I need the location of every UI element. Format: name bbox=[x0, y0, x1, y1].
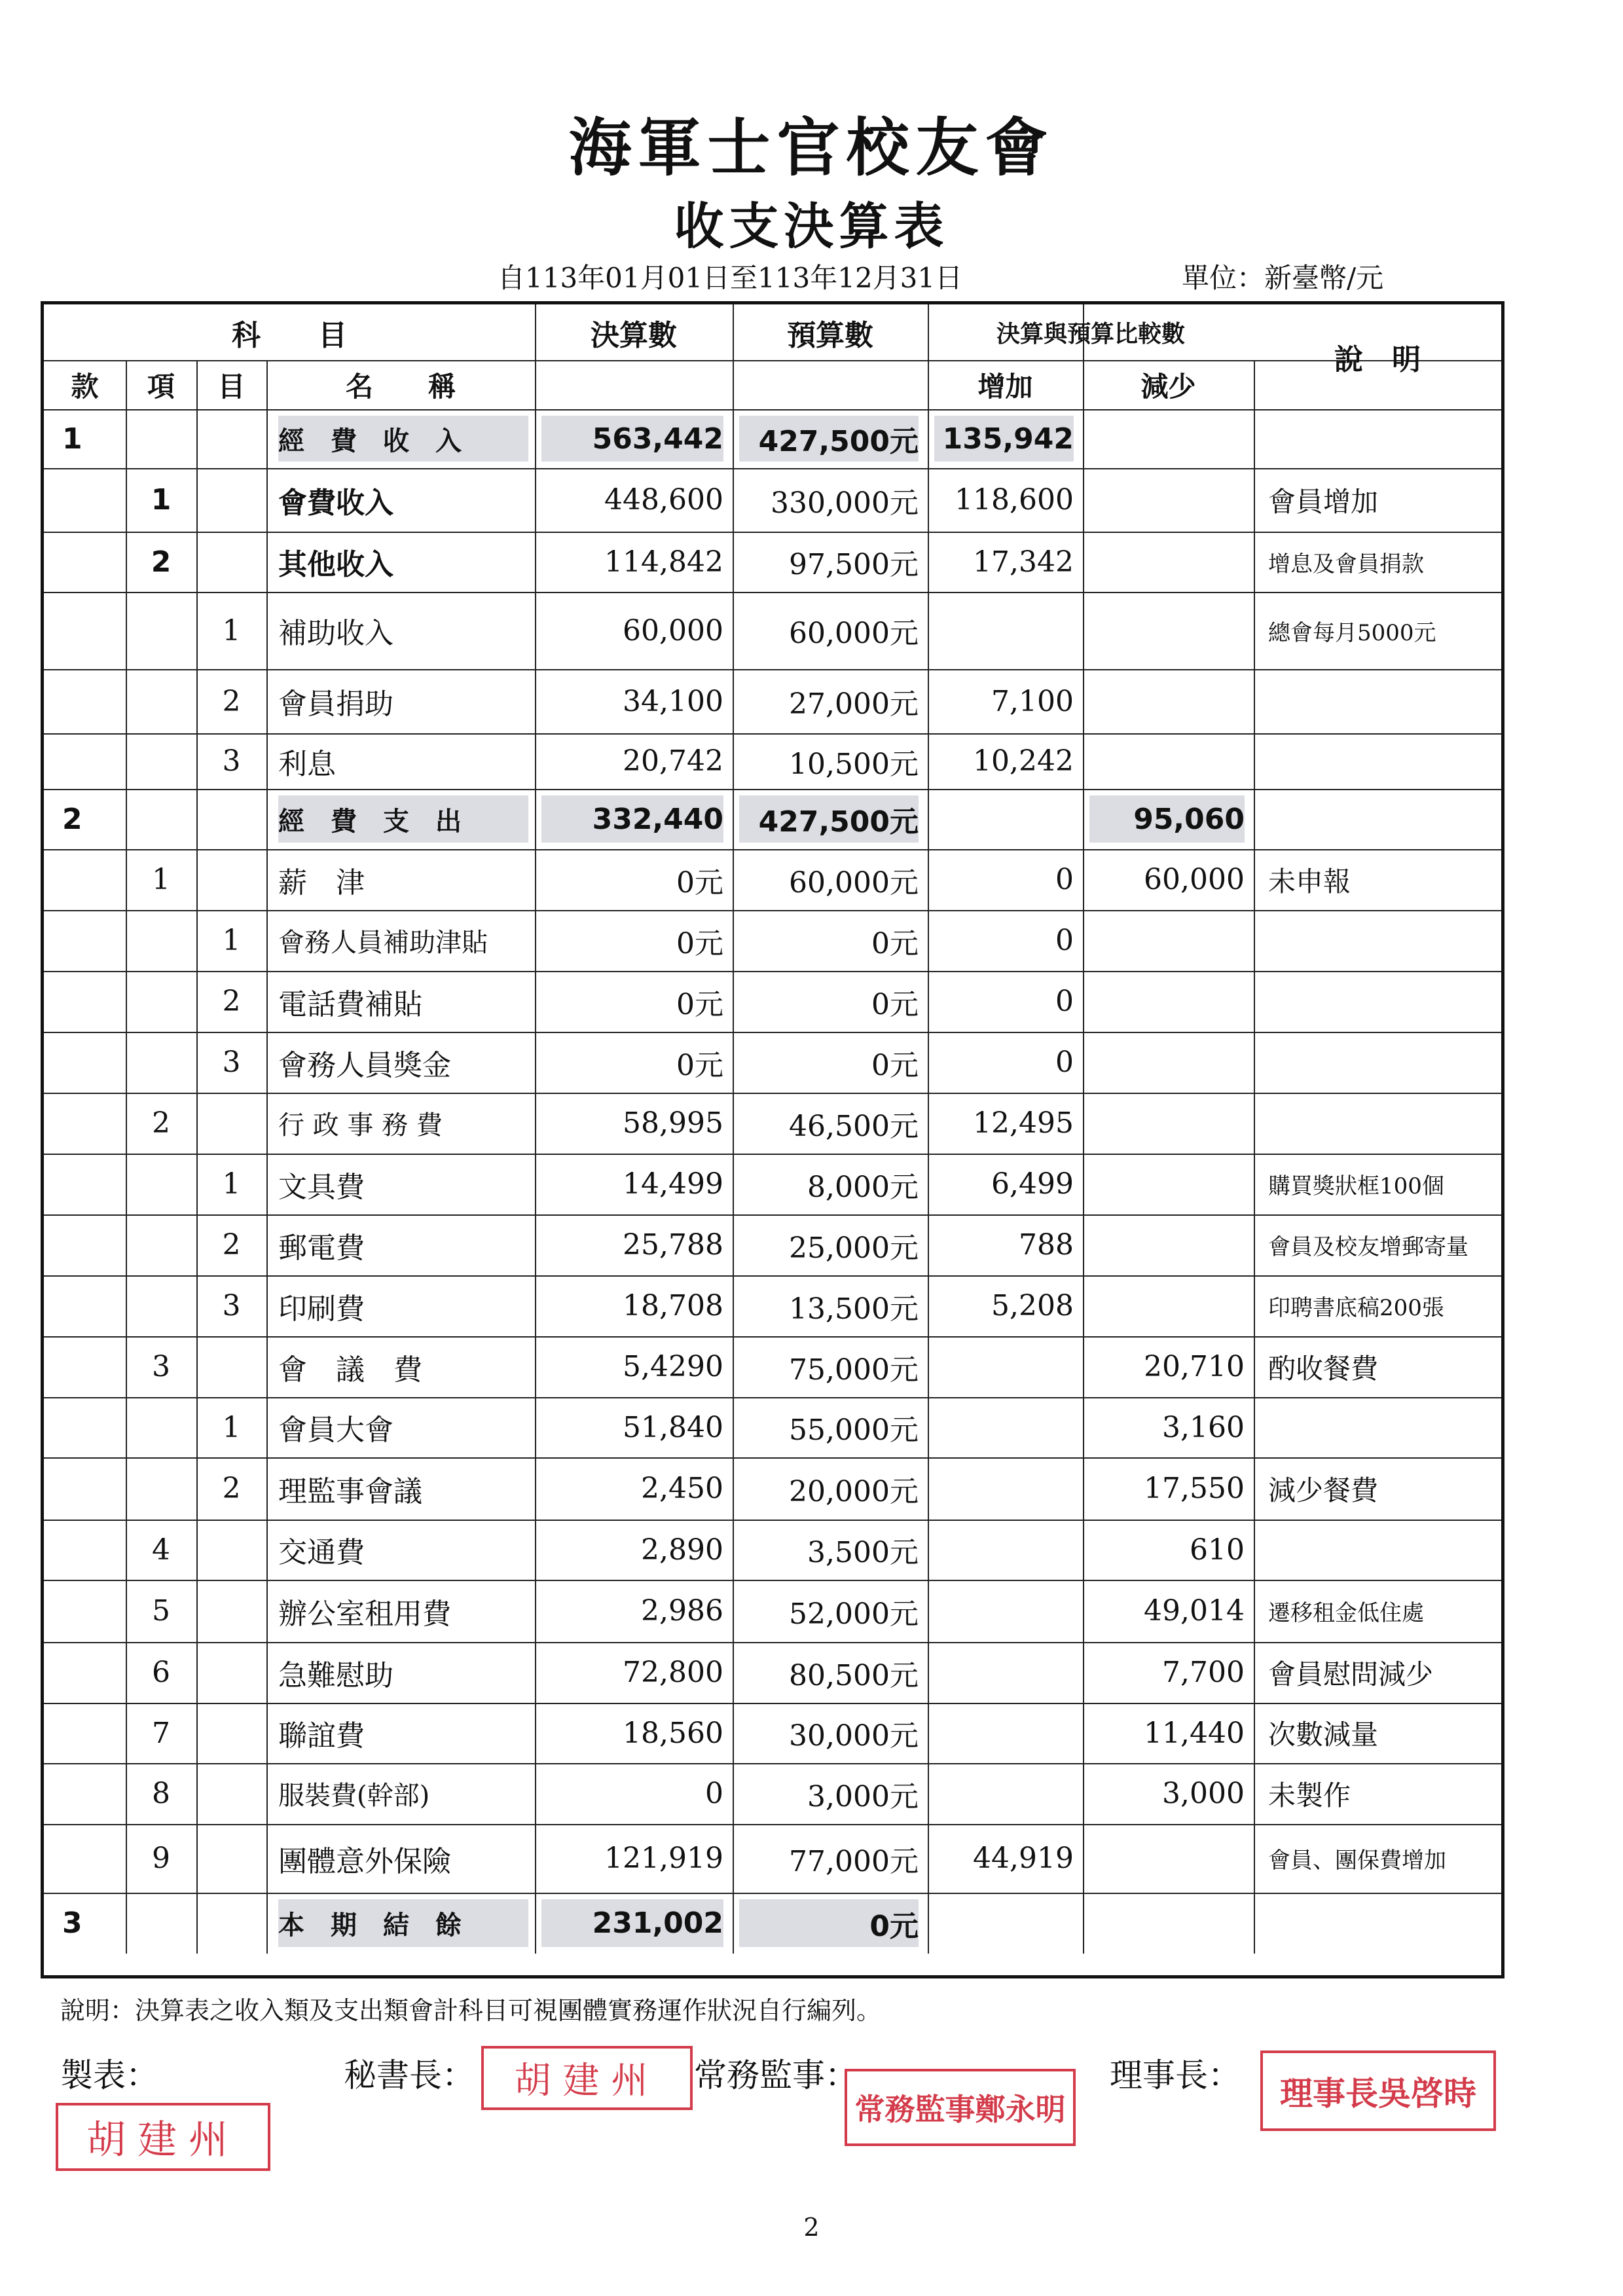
decrease-cell bbox=[1089, 1032, 1245, 1093]
budget-cell: 0元 bbox=[739, 1899, 919, 1947]
decrease-cell: 49,014 bbox=[1144, 1594, 1245, 1628]
name-cell: 服裝費(幹部) bbox=[278, 1781, 430, 1811]
budget-cell: 330,000元 bbox=[771, 486, 919, 520]
budget-cell: 97,500元 bbox=[789, 548, 919, 581]
increase-cell: 7,100 bbox=[991, 684, 1074, 718]
mu-cell bbox=[196, 1580, 266, 1642]
actual-cell: 34,100 bbox=[623, 684, 723, 718]
name-cell: 其他收入 bbox=[278, 548, 393, 581]
increase-cell bbox=[934, 1397, 1074, 1457]
description-cell bbox=[1268, 409, 1495, 468]
name-cell: 會務人員補助津貼 bbox=[278, 928, 488, 958]
actual-cell: 0 bbox=[705, 1777, 723, 1810]
description-cell: 未申報 bbox=[1268, 865, 1351, 898]
actual-cell: 51,840 bbox=[623, 1410, 723, 1444]
mu-cell bbox=[196, 1703, 266, 1763]
mu-cell: 1 bbox=[222, 613, 241, 647]
decrease-cell bbox=[1089, 1893, 1245, 1954]
increase-cell: 788 bbox=[1019, 1228, 1074, 1262]
actual-cell: 2,890 bbox=[641, 1533, 723, 1567]
description-cell bbox=[1268, 1893, 1495, 1954]
name-cell: 行 政 事 務 費 bbox=[278, 1110, 443, 1140]
description-cell: 未製作 bbox=[1268, 1779, 1351, 1812]
increase-cell bbox=[934, 789, 1074, 849]
increase-cell bbox=[934, 1703, 1074, 1763]
mu-cell bbox=[196, 1336, 266, 1397]
budget-cell: 77,000元 bbox=[789, 1844, 919, 1878]
column-divider bbox=[733, 304, 734, 1954]
decrease-cell bbox=[1089, 468, 1245, 532]
mu-cell: 1 bbox=[222, 1410, 241, 1444]
mu-cell bbox=[196, 409, 266, 468]
actual-cell: 18,560 bbox=[623, 1716, 723, 1750]
name-cell: 聯誼費 bbox=[278, 1719, 365, 1753]
name-cell: 文具費 bbox=[278, 1170, 365, 1204]
xiang-cell bbox=[126, 971, 196, 1032]
budget-cell: 427,500元 bbox=[739, 416, 919, 462]
description-cell: 會員增加 bbox=[1268, 485, 1379, 518]
page-number: 2 bbox=[803, 2213, 820, 2242]
decrease-cell: 20,710 bbox=[1144, 1350, 1245, 1383]
description-cell bbox=[1268, 1520, 1495, 1580]
increase-cell: 5,208 bbox=[991, 1289, 1074, 1322]
report-title: 收支決算表 bbox=[674, 197, 949, 255]
description-cell bbox=[1268, 1032, 1495, 1093]
increase-cell bbox=[934, 592, 1074, 669]
xiang-cell bbox=[126, 1397, 196, 1457]
xiang-cell: 2 bbox=[151, 545, 172, 579]
name-cell: 理監事會議 bbox=[278, 1474, 422, 1508]
decrease-cell: 60,000 bbox=[1144, 863, 1245, 896]
name-cell: 經 費 支 出 bbox=[278, 795, 528, 843]
mu-cell bbox=[196, 1893, 266, 1954]
budget-cell: 46,500元 bbox=[789, 1109, 919, 1143]
column-divider bbox=[535, 304, 536, 1954]
header-description: 說 明 bbox=[1334, 343, 1421, 376]
name-cell: 會員捐助 bbox=[278, 687, 393, 721]
description-cell: 減少餐費 bbox=[1268, 1474, 1379, 1506]
report-period: 自113年01月01日至113年12月31日 bbox=[498, 262, 963, 294]
name-cell: 印刷費 bbox=[278, 1292, 365, 1326]
budget-cell: 8,000元 bbox=[807, 1170, 919, 1204]
xiang-cell: 2 bbox=[152, 1106, 170, 1140]
xiang-cell bbox=[126, 733, 196, 789]
mu-cell: 2 bbox=[222, 1228, 241, 1262]
name-cell: 會務人員獎金 bbox=[278, 1048, 451, 1082]
description-cell: 次數減量 bbox=[1268, 1719, 1379, 1751]
chairman-label: 理事長： bbox=[1110, 2056, 1241, 2094]
decrease-cell: 3,160 bbox=[1162, 1410, 1245, 1444]
header-xiang: 項 bbox=[147, 370, 175, 403]
increase-cell: 0 bbox=[1055, 924, 1074, 957]
decrease-cell bbox=[1089, 669, 1245, 733]
actual-cell: 2,450 bbox=[641, 1472, 723, 1505]
xiang-cell bbox=[126, 669, 196, 733]
xiang-cell bbox=[126, 1893, 196, 1954]
increase-cell: 0 bbox=[1055, 985, 1074, 1018]
budget-cell: 60,000元 bbox=[789, 866, 919, 900]
description-cell: 會員慰問減少 bbox=[1268, 1658, 1434, 1690]
mu-cell: 1 bbox=[222, 924, 241, 957]
budget-table bbox=[41, 301, 1504, 1978]
name-cell: 急難慰助 bbox=[278, 1658, 393, 1692]
org-title: 海軍士官校友會 bbox=[568, 111, 1055, 185]
xiang-cell: 7 bbox=[152, 1716, 170, 1750]
increase-cell bbox=[934, 1457, 1074, 1520]
header-subject: 科 目 bbox=[232, 318, 347, 352]
decrease-cell bbox=[1089, 733, 1245, 789]
actual-cell: 72,800 bbox=[623, 1656, 723, 1689]
xiang-cell bbox=[126, 1154, 196, 1214]
header-mu: 目 bbox=[217, 370, 246, 403]
chairman-stamp: 理事長吳啓時 bbox=[1260, 2050, 1496, 2131]
name-cell: 團體意外保險 bbox=[278, 1844, 451, 1878]
description-cell bbox=[1268, 1397, 1495, 1457]
decrease-cell bbox=[1089, 1824, 1245, 1893]
header-compare: 決算與預算比較數 bbox=[996, 321, 1185, 348]
name-cell: 本 期 結 餘 bbox=[278, 1899, 528, 1947]
name-cell: 會 議 費 bbox=[278, 1353, 422, 1387]
header-name: 名 稱 bbox=[345, 370, 456, 403]
kuan-cell: 2 bbox=[62, 802, 82, 836]
budget-cell: 55,000元 bbox=[789, 1413, 919, 1447]
mu-cell bbox=[196, 1763, 266, 1824]
description-cell bbox=[1268, 789, 1495, 849]
mu-cell bbox=[196, 1093, 266, 1154]
column-divider bbox=[1083, 304, 1084, 1954]
increase-cell: 0 bbox=[1055, 1046, 1074, 1079]
decrease-cell bbox=[1089, 971, 1245, 1032]
xiang-cell: 5 bbox=[152, 1594, 170, 1628]
increase-cell: 135,942 bbox=[934, 416, 1074, 462]
description-cell: 購買獎狀框100個 bbox=[1268, 1173, 1444, 1199]
actual-cell: 14,499 bbox=[623, 1167, 723, 1201]
actual-cell: 563,442 bbox=[541, 416, 723, 462]
increase-cell: 10,242 bbox=[973, 744, 1074, 778]
budget-cell: 60,000元 bbox=[789, 617, 919, 650]
decrease-cell: 11,440 bbox=[1144, 1716, 1245, 1750]
budget-cell: 20,000元 bbox=[789, 1474, 919, 1508]
xiang-cell bbox=[126, 592, 196, 669]
increase-cell bbox=[934, 1893, 1074, 1954]
decrease-cell bbox=[1089, 409, 1245, 468]
budget-cell: 52,000元 bbox=[789, 1597, 919, 1631]
actual-cell: 18,708 bbox=[623, 1289, 723, 1322]
actual-cell: 0元 bbox=[676, 926, 723, 960]
mu-cell bbox=[196, 1642, 266, 1703]
name-cell: 會費收入 bbox=[278, 486, 393, 520]
xiang-cell: 4 bbox=[152, 1533, 170, 1567]
actual-cell: 25,788 bbox=[623, 1228, 723, 1262]
xiang-cell: 6 bbox=[152, 1656, 170, 1689]
xiang-cell bbox=[126, 910, 196, 971]
description-cell bbox=[1268, 669, 1495, 733]
mu-cell bbox=[196, 468, 266, 532]
increase-cell bbox=[934, 1763, 1074, 1824]
column-divider bbox=[928, 304, 929, 1954]
decrease-cell: 3,000 bbox=[1162, 1777, 1245, 1810]
supervisor-stamp: 常務監事鄭永明 bbox=[845, 2069, 1076, 2146]
header-decrease: 減少 bbox=[1140, 370, 1196, 403]
budget-cell: 427,500元 bbox=[739, 795, 919, 843]
xiang-cell bbox=[126, 1214, 196, 1275]
header-budget: 預算數 bbox=[787, 318, 873, 352]
mu-cell: 2 bbox=[222, 684, 241, 718]
xiang-cell bbox=[126, 409, 196, 468]
decrease-cell bbox=[1089, 1275, 1245, 1336]
xiang-cell bbox=[126, 1457, 196, 1520]
xiang-cell: 3 bbox=[152, 1350, 170, 1383]
budget-cell: 75,000元 bbox=[789, 1353, 919, 1387]
budget-cell: 13,500元 bbox=[789, 1292, 919, 1326]
decrease-cell: 17,550 bbox=[1144, 1472, 1245, 1505]
currency-unit: 單位：新臺幣/元 bbox=[1182, 262, 1384, 294]
name-cell: 薪 津 bbox=[278, 866, 365, 900]
decrease-cell bbox=[1089, 532, 1245, 592]
budget-cell: 0元 bbox=[871, 987, 919, 1021]
increase-cell bbox=[934, 1642, 1074, 1703]
increase-cell: 44,919 bbox=[973, 1842, 1074, 1875]
name-cell: 辦公室租用費 bbox=[278, 1597, 451, 1631]
xiang-cell bbox=[126, 1275, 196, 1336]
increase-cell bbox=[934, 1580, 1074, 1642]
description-cell: 會員及校友增郵寄量 bbox=[1268, 1234, 1468, 1260]
name-cell: 補助收入 bbox=[278, 617, 393, 650]
actual-cell: 121,919 bbox=[604, 1842, 723, 1875]
name-cell: 會員大會 bbox=[278, 1413, 393, 1447]
footnote: 說明：決算表之收入類及支出類會計科目可視團體實務運作狀況自行編列。 bbox=[60, 1996, 882, 2025]
maker-label: 製表： bbox=[60, 2056, 158, 2094]
mu-cell bbox=[196, 849, 266, 910]
decrease-cell: 610 bbox=[1190, 1533, 1245, 1567]
description-cell: 遷移租金低住處 bbox=[1268, 1600, 1424, 1626]
name-cell: 利息 bbox=[278, 747, 336, 781]
name-cell: 交通費 bbox=[278, 1536, 365, 1569]
secretary-label: 秘書長： bbox=[344, 2056, 475, 2094]
column-divider bbox=[1254, 360, 1255, 1954]
mu-cell bbox=[196, 1824, 266, 1893]
decrease-cell bbox=[1089, 1154, 1245, 1214]
decrease-cell: 95,060 bbox=[1089, 795, 1245, 843]
increase-cell: 6,499 bbox=[991, 1167, 1074, 1201]
mu-cell: 3 bbox=[222, 1289, 241, 1322]
header-actual: 決算數 bbox=[591, 318, 677, 352]
description-cell bbox=[1268, 1093, 1495, 1154]
actual-cell: 231,002 bbox=[541, 1899, 723, 1947]
mu-cell: 3 bbox=[222, 1046, 241, 1079]
actual-cell: 60,000 bbox=[623, 613, 723, 647]
mu-cell bbox=[196, 532, 266, 592]
supervisor-label: 常務監事： bbox=[694, 2056, 858, 2094]
increase-cell bbox=[934, 1520, 1074, 1580]
increase-cell: 17,342 bbox=[973, 545, 1074, 579]
budget-cell: 3,500元 bbox=[807, 1536, 919, 1569]
decrease-cell bbox=[1089, 592, 1245, 669]
budget-cell: 0元 bbox=[871, 1048, 919, 1082]
secretary-stamp: 胡建州 bbox=[481, 2046, 693, 2110]
xiang-cell: 1 bbox=[151, 483, 172, 517]
xiang-cell bbox=[126, 789, 196, 849]
xiang-cell: 8 bbox=[152, 1777, 170, 1810]
budget-cell: 30,000元 bbox=[789, 1719, 919, 1753]
mu-cell: 2 bbox=[222, 1472, 241, 1505]
increase-cell: 0 bbox=[1055, 863, 1074, 896]
budget-cell: 10,500元 bbox=[789, 747, 919, 781]
header-increase: 增加 bbox=[977, 370, 1033, 403]
actual-cell: 332,440 bbox=[541, 795, 723, 843]
mu-cell bbox=[196, 789, 266, 849]
description-cell: 印聘書底稿200張 bbox=[1268, 1295, 1444, 1321]
decrease-cell bbox=[1089, 1093, 1245, 1154]
actual-cell: 0元 bbox=[676, 987, 723, 1021]
budget-cell: 0元 bbox=[871, 926, 919, 960]
actual-cell: 448,600 bbox=[604, 483, 723, 517]
description-cell: 酌收餐費 bbox=[1268, 1352, 1379, 1385]
decrease-cell bbox=[1089, 910, 1245, 971]
actual-cell: 5,4290 bbox=[623, 1350, 723, 1383]
budget-cell: 3,000元 bbox=[807, 1779, 919, 1813]
description-cell: 會員、團保費增加 bbox=[1268, 1848, 1446, 1874]
name-cell: 經 費 收 入 bbox=[278, 416, 528, 462]
increase-cell: 12,495 bbox=[973, 1106, 1074, 1140]
actual-cell: 0元 bbox=[676, 866, 723, 900]
name-cell: 電話費補貼 bbox=[278, 987, 422, 1021]
decrease-cell: 7,700 bbox=[1162, 1656, 1245, 1689]
increase-cell: 118,600 bbox=[955, 483, 1074, 517]
xiang-cell: 1 bbox=[152, 863, 170, 896]
increase-cell bbox=[934, 1336, 1074, 1397]
description-cell: 總會每月5000元 bbox=[1268, 619, 1436, 646]
description-cell bbox=[1268, 971, 1495, 1032]
budget-cell: 27,000元 bbox=[789, 687, 919, 721]
xiang-cell: 9 bbox=[152, 1842, 170, 1875]
budget-cell: 80,500元 bbox=[789, 1658, 919, 1692]
actual-cell: 0元 bbox=[676, 1048, 723, 1082]
actual-cell: 20,742 bbox=[623, 744, 723, 778]
xiang-cell bbox=[126, 1032, 196, 1093]
description-cell bbox=[1268, 910, 1495, 971]
kuan-cell: 1 bbox=[62, 422, 82, 456]
header-kuan: 款 bbox=[71, 370, 99, 403]
column-divider bbox=[266, 360, 268, 1954]
mu-cell: 2 bbox=[222, 985, 241, 1018]
mu-cell bbox=[196, 1520, 266, 1580]
mu-cell: 1 bbox=[222, 1167, 241, 1201]
actual-cell: 2,986 bbox=[641, 1594, 723, 1628]
decrease-cell bbox=[1089, 1214, 1245, 1275]
name-cell: 郵電費 bbox=[278, 1231, 365, 1265]
description-cell: 增息及會員捐款 bbox=[1268, 551, 1424, 577]
budget-cell: 25,000元 bbox=[789, 1231, 919, 1265]
maker-stamp: 胡建州 bbox=[56, 2103, 270, 2171]
actual-cell: 58,995 bbox=[623, 1106, 723, 1140]
kuan-cell: 3 bbox=[62, 1906, 82, 1940]
actual-cell: 114,842 bbox=[604, 545, 723, 579]
mu-cell: 3 bbox=[222, 744, 241, 778]
description-cell bbox=[1268, 733, 1495, 789]
